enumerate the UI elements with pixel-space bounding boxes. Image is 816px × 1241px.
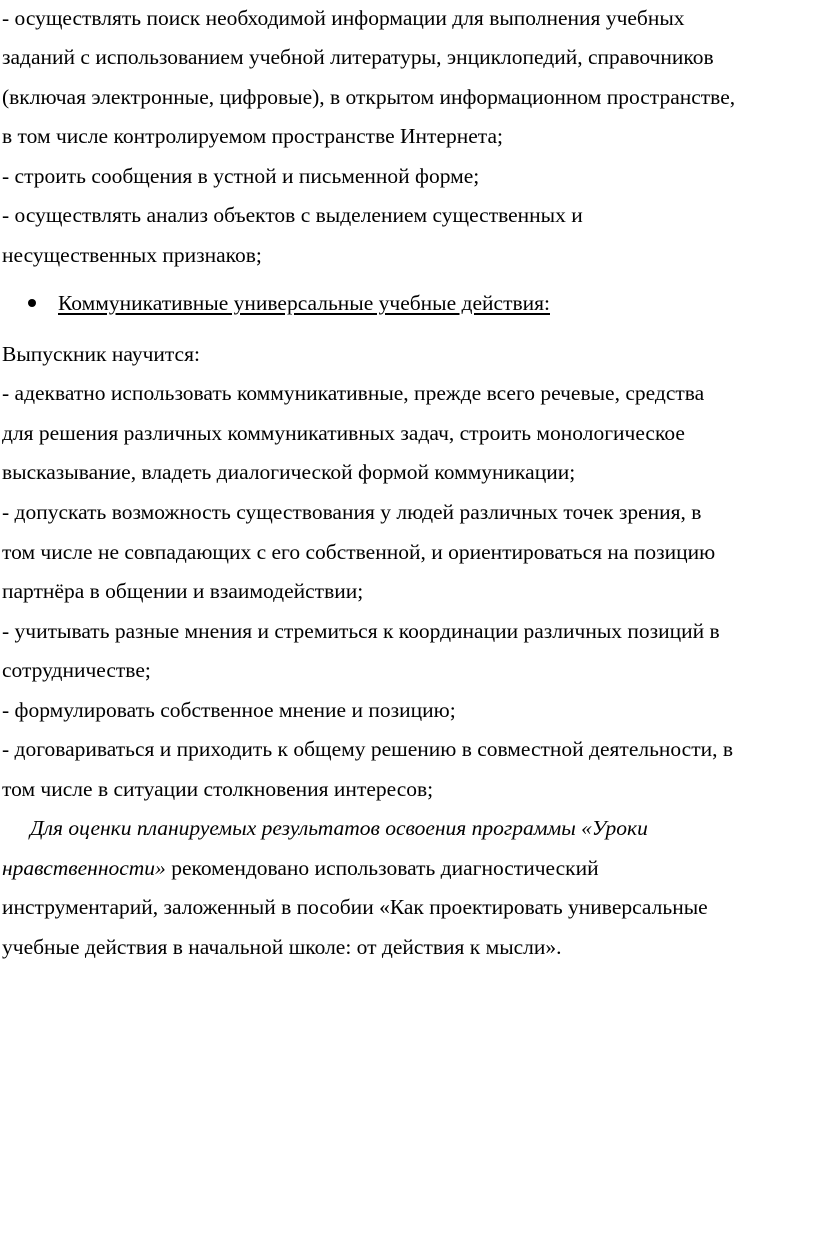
text-line: (включая электронные, цифровые), в открытом информационном пространстве, [2,85,736,109]
text-line: несущественных признаков; [2,243,262,267]
bullet-icon [28,299,36,307]
text-line: Выпускник научится: [2,342,200,366]
text-line: - осуществлять поиск необходимой информации для выполнения учебных [2,6,685,30]
text-line: том числе не совпадающих с его собственной, и ориентироваться на позицию [2,540,716,564]
text-line: для решения различных коммуникативных задач, строить монологическое [2,421,685,445]
text-line: - договариваться и приходить к общему решению в совместной деятельности, в [2,737,734,761]
text-line: партнёра в общении и взаимодействии; [2,579,364,603]
text-line: заданий с использованием учебной литературы, энциклопедий, справочников [2,45,714,69]
text-line: том числе в ситуации столкновения интересов; [2,777,434,801]
text-line: - формулировать собственное мнение и позицию; [2,698,456,722]
text-line: высказывание, владеть диалогической формой коммуникации; [2,460,576,484]
mixed-line [2,855,599,881]
text-line: - учитывать разные мнения и стремиться к координации различных позиций в [2,619,720,643]
plain-text: рекомендовано использовать диагностический [165,856,599,880]
text-line: сотрудничестве; [2,658,151,682]
bullet-heading [28,290,550,316]
italic-text: Для оценки планируемых результатов освоения программы «Уроки [30,816,648,840]
text-line: учебные действия в начальной школе: от действия к мысли». [2,935,562,959]
text-line: - строить сообщения в устной и письменной форме; [2,164,480,188]
text-line: - осуществлять анализ объектов с выделением существенных и [2,203,583,227]
italic-text: нравственности» [2,856,166,880]
text-line: - допускать возможность существования у людей различных точек зрения, в [2,500,702,524]
text-line: в том числе контролируемом пространстве Интернета; [2,124,503,148]
italic-line [30,815,648,841]
text-line: - адекватно использовать коммуникативные, прежде всего речевые, средства [2,381,705,405]
text-line: инструментарий, заложенный в пособии «Как проектировать универсальные [2,895,708,919]
bullet-heading-text: Коммуникативные универсальные учебные действия: [58,291,550,315]
